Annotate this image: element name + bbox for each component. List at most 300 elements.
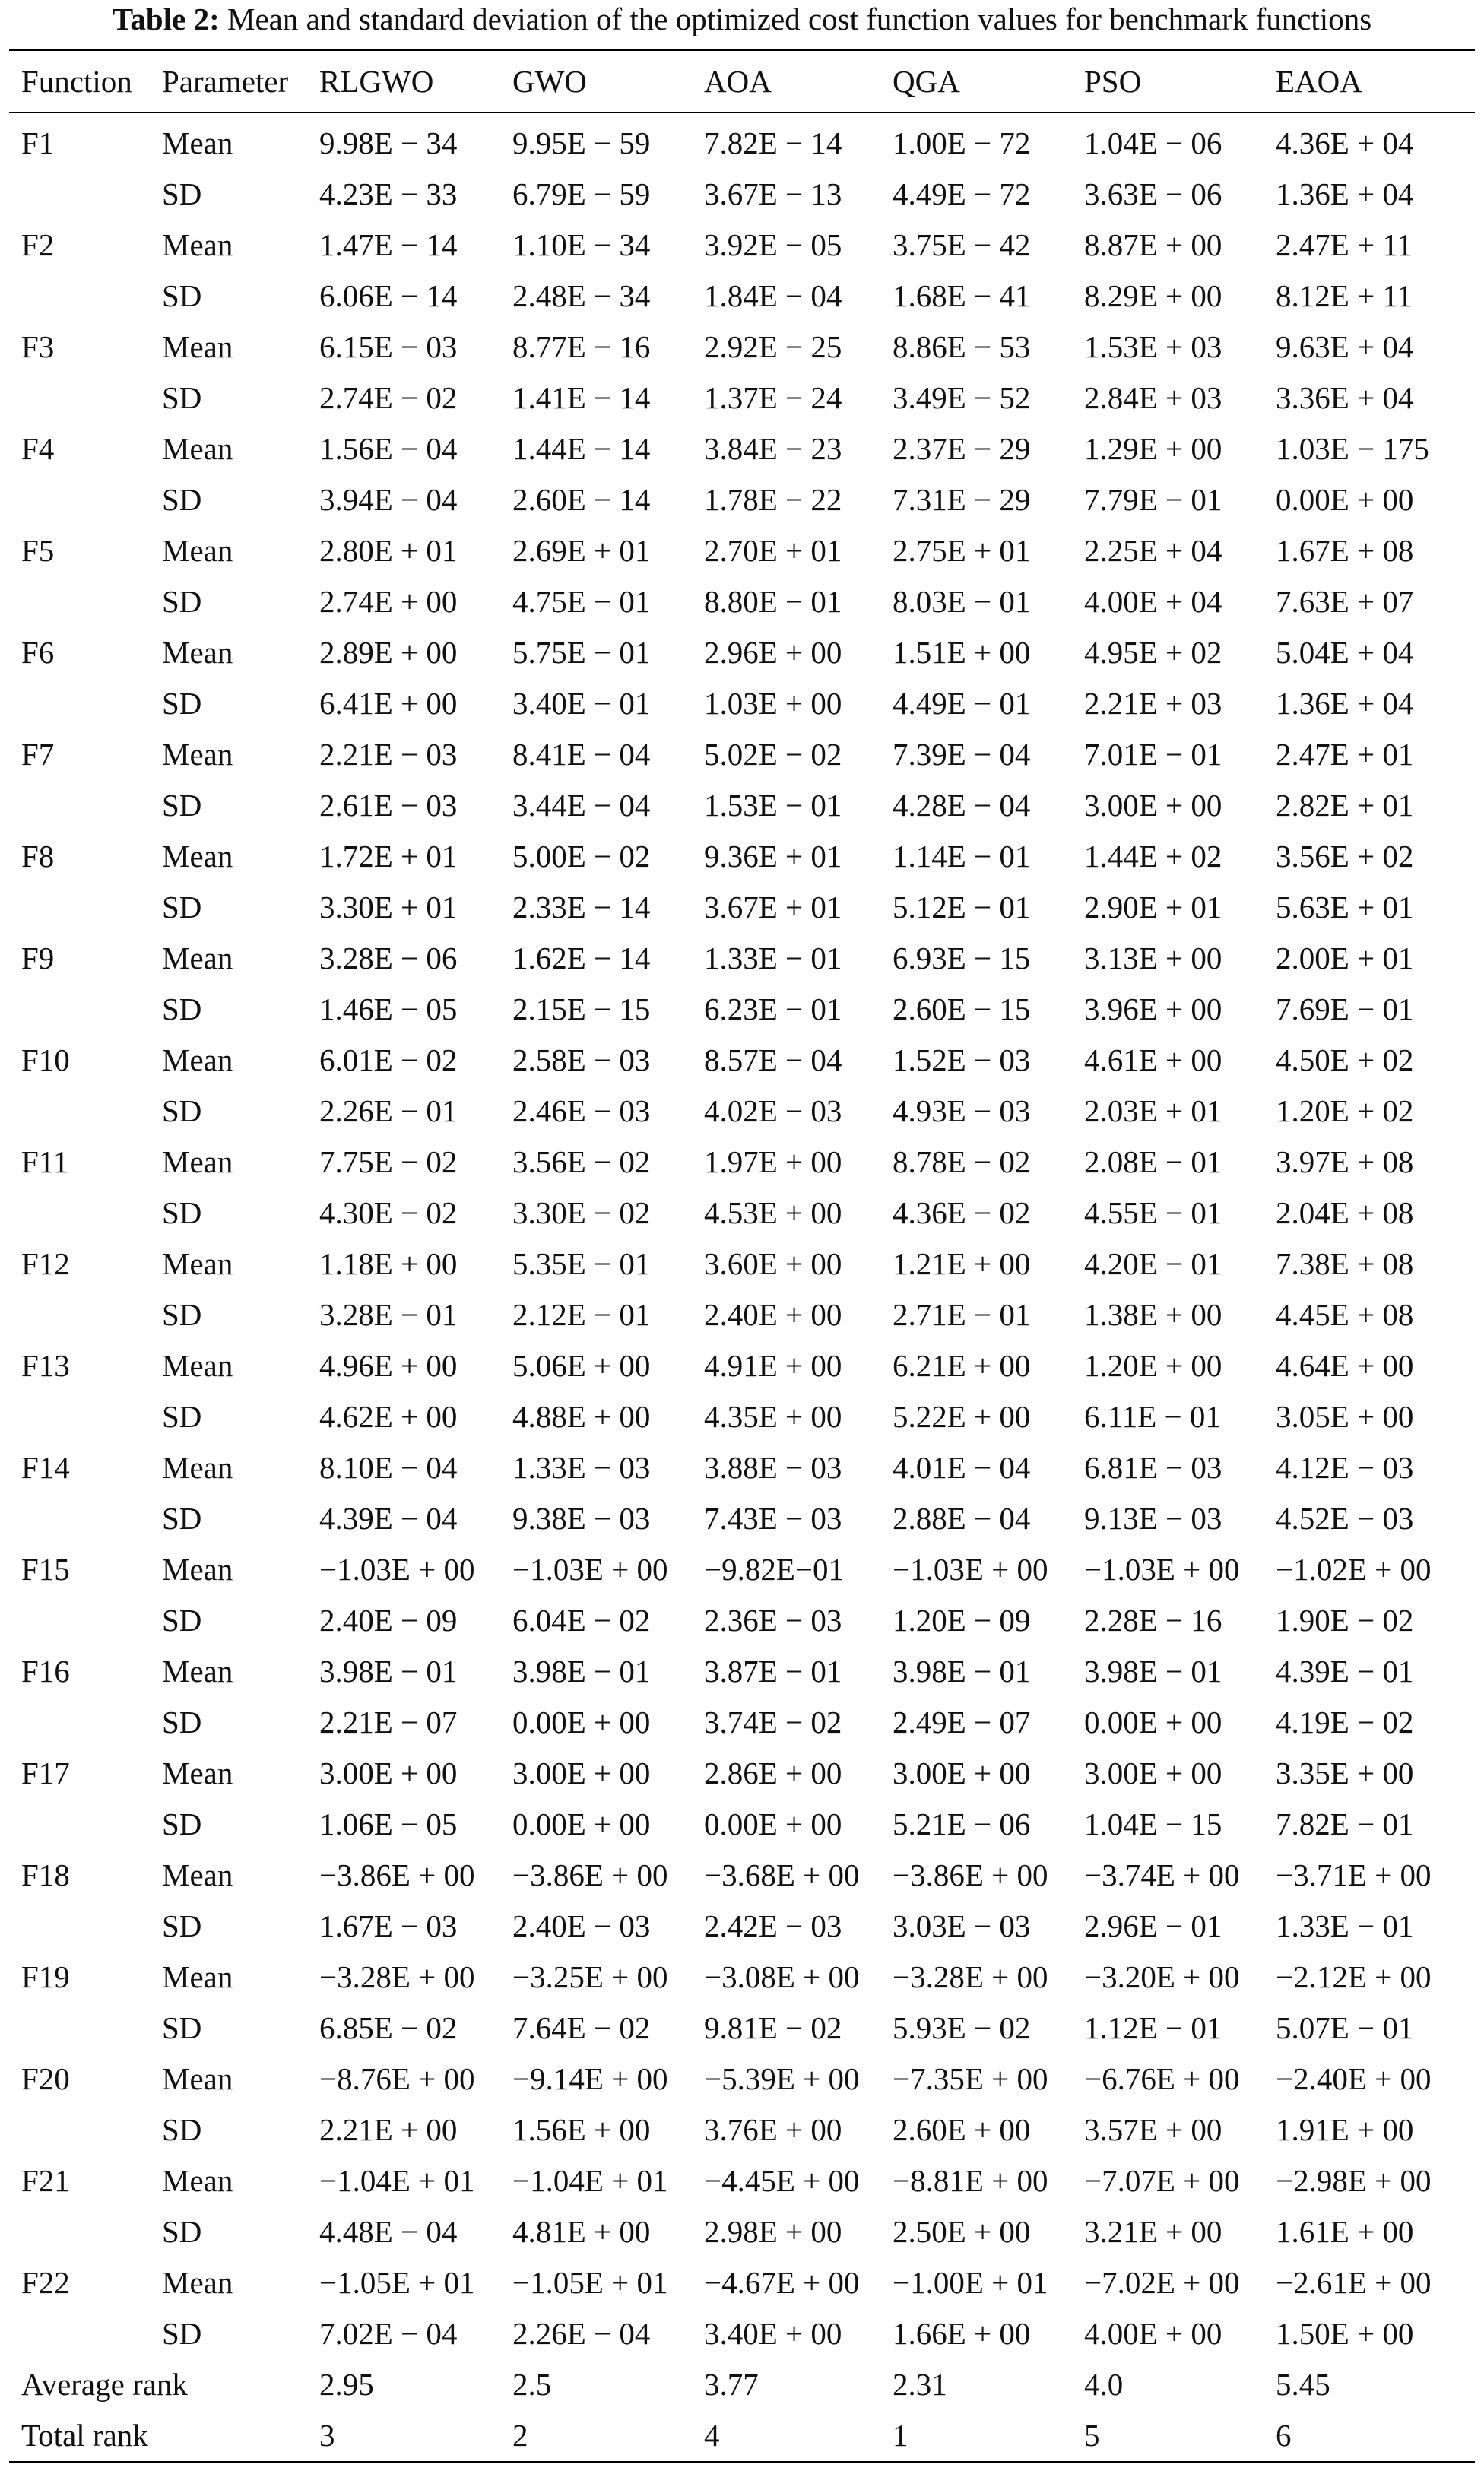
function-cell xyxy=(9,1086,150,1137)
parameter-cell: SD xyxy=(162,1501,202,1536)
value-cell: 2.70E + 01 xyxy=(704,533,842,568)
value-cell: 1.52E − 03 xyxy=(893,1042,1031,1077)
value-cell: 6.41E + 00 xyxy=(319,686,458,721)
table-row xyxy=(9,474,1475,525)
value-cell: 2.00E + 01 xyxy=(1276,941,1414,975)
parameter-cell xyxy=(150,2410,307,2463)
parameter-cell: SD xyxy=(162,1806,202,1841)
value-cell: 4.01E − 04 xyxy=(893,1450,1031,1485)
value-cell: −3.08E + 00 xyxy=(704,1959,860,1994)
value-cell: 4.52E − 03 xyxy=(1276,1501,1414,1536)
value-cell: 2.15E − 15 xyxy=(512,991,651,1026)
parameter-cell: Mean xyxy=(162,2061,233,2096)
function-cell: Total rank xyxy=(21,2418,148,2453)
value-cell: −7.07E + 00 xyxy=(1084,2163,1240,2198)
function-cell: F6 xyxy=(21,635,55,670)
value-cell: 4.50E + 02 xyxy=(1276,1042,1414,1077)
value-cell: 6.85E − 02 xyxy=(319,2010,458,2045)
value-cell: 1.33E − 01 xyxy=(1276,1908,1414,1943)
value-cell: 4.36E − 02 xyxy=(893,1195,1031,1230)
parameter-cell: Mean xyxy=(162,1959,233,1994)
function-cell: F21 xyxy=(21,2163,70,2198)
parameter-cell: Mean xyxy=(162,329,233,364)
value-cell: −3.86E + 00 xyxy=(893,1857,1048,1892)
value-cell: 2.33E − 14 xyxy=(512,890,651,925)
value-cell: 5.02E − 02 xyxy=(704,737,842,772)
value-cell: 2.61E − 03 xyxy=(319,788,458,823)
function-cell: F3 xyxy=(21,329,55,364)
header-eaoa: EAOA xyxy=(1276,64,1362,99)
table-row xyxy=(9,1239,1475,1289)
value-cell: 4.39E − 04 xyxy=(319,1501,458,1536)
table-row xyxy=(9,933,1475,984)
function-cell: F14 xyxy=(21,1450,70,1485)
value-cell: 2.21E + 00 xyxy=(319,2112,458,2147)
function-cell xyxy=(9,1595,150,1646)
value-cell: −1.02E + 00 xyxy=(1276,1552,1432,1587)
value-cell: 2.31 xyxy=(893,2367,947,2402)
parameter-cell: SD xyxy=(162,686,202,721)
function-cell: F9 xyxy=(21,941,55,975)
value-cell: 1.56E − 04 xyxy=(319,431,458,466)
value-cell: −2.12E + 00 xyxy=(1276,1959,1432,1994)
value-cell: 2.80E + 01 xyxy=(319,533,458,568)
value-cell: 4.35E + 00 xyxy=(704,1399,842,1434)
value-cell: 1.78E − 22 xyxy=(704,482,842,517)
value-cell: 3.03E − 03 xyxy=(893,1908,1031,1943)
table-row xyxy=(9,882,1475,933)
value-cell: 4.93E − 03 xyxy=(893,1093,1031,1128)
parameter-cell: SD xyxy=(162,1908,202,1943)
value-cell: 7.01E − 01 xyxy=(1084,737,1222,772)
value-cell: 2.28E − 16 xyxy=(1084,1603,1222,1638)
value-cell: 8.29E + 00 xyxy=(1084,278,1222,313)
value-cell: 5.35E − 01 xyxy=(512,1246,651,1281)
value-cell: 3.35E + 00 xyxy=(1276,1756,1414,1791)
value-cell: 8.77E − 16 xyxy=(512,329,651,364)
value-cell: −2.98E + 00 xyxy=(1276,2163,1432,2198)
value-cell: −2.61E + 00 xyxy=(1276,2265,1432,2300)
value-cell: 9.38E − 03 xyxy=(512,1501,651,1536)
value-cell: 4.95E + 02 xyxy=(1084,635,1222,670)
value-cell: 2.46E − 03 xyxy=(512,1093,651,1128)
table-body xyxy=(9,113,1475,2463)
value-cell: 3.97E + 08 xyxy=(1276,1144,1414,1179)
value-cell: 1.36E + 04 xyxy=(1276,176,1414,211)
value-cell: 7.63E + 07 xyxy=(1276,584,1414,619)
value-cell: 1.21E + 00 xyxy=(893,1246,1031,1281)
value-cell: 4.61E + 00 xyxy=(1084,1042,1222,1077)
value-cell: 2.49E − 07 xyxy=(893,1705,1031,1740)
value-cell: 2.60E − 14 xyxy=(512,482,651,517)
value-cell: 0.00E + 00 xyxy=(512,1806,651,1841)
value-cell: 5 xyxy=(1084,2418,1100,2453)
value-cell: 1.12E − 01 xyxy=(1084,2010,1222,2045)
value-cell: 2.21E + 03 xyxy=(1084,686,1222,721)
value-cell: −6.76E + 00 xyxy=(1084,2061,1240,2096)
value-cell: −5.39E + 00 xyxy=(704,2061,860,2096)
parameter-cell: Mean xyxy=(162,533,233,568)
table-row xyxy=(9,984,1475,1035)
value-cell: 2.50E + 00 xyxy=(893,2214,1031,2249)
parameter-cell: SD xyxy=(162,788,202,823)
table-row xyxy=(9,576,1475,627)
function-cell: F10 xyxy=(21,1042,70,1077)
value-cell: 2.37E − 29 xyxy=(893,431,1031,466)
value-cell: 2.89E + 00 xyxy=(319,635,458,670)
value-cell: −1.04E + 01 xyxy=(512,2163,668,2198)
value-cell: 2.40E − 03 xyxy=(512,1908,651,1943)
parameter-cell: Mean xyxy=(162,1857,233,1892)
value-cell: 5.21E − 06 xyxy=(893,1806,1031,1841)
value-cell: −9.82E−01 xyxy=(704,1552,845,1587)
value-cell: 4.48E − 04 xyxy=(319,2214,458,2249)
value-cell: 7.69E − 01 xyxy=(1276,991,1414,1026)
value-cell: 5.12E − 01 xyxy=(893,890,1031,925)
value-cell: 3.96E + 00 xyxy=(1084,991,1222,1026)
function-cell xyxy=(9,1799,150,1850)
value-cell: −3.20E + 00 xyxy=(1084,1959,1240,1994)
value-cell: 3.67E − 13 xyxy=(704,176,842,211)
value-cell: 5.06E + 00 xyxy=(512,1348,651,1383)
value-cell: 3.30E − 02 xyxy=(512,1195,651,1230)
value-cell: 2.21E − 03 xyxy=(319,737,458,772)
value-cell: 8.03E − 01 xyxy=(893,584,1031,619)
parameter-cell: Mean xyxy=(162,227,233,262)
parameter-cell: SD xyxy=(162,1399,202,1434)
value-cell: 2.47E + 11 xyxy=(1276,227,1413,262)
value-cell: 3.00E + 00 xyxy=(319,1756,458,1791)
value-cell: 2.82E + 01 xyxy=(1276,788,1414,823)
value-cell: 2.21E − 07 xyxy=(319,1705,458,1740)
value-cell: 3.98E − 01 xyxy=(512,1654,651,1689)
value-cell: −1.00E + 01 xyxy=(893,2265,1048,2300)
value-cell: 2.58E − 03 xyxy=(512,1042,651,1077)
value-cell: 1.10E − 34 xyxy=(512,227,651,262)
value-cell: 5.22E + 00 xyxy=(893,1399,1031,1434)
value-cell: 1.46E − 05 xyxy=(319,991,458,1026)
table-row xyxy=(9,1595,1475,1646)
table-caption xyxy=(0,0,1484,44)
value-cell: −1.03E + 00 xyxy=(319,1552,475,1587)
function-cell xyxy=(9,1391,150,1442)
value-cell: 4.75E − 01 xyxy=(512,584,651,619)
value-cell: 1.20E + 00 xyxy=(1084,1348,1222,1383)
value-cell: 2.26E − 01 xyxy=(319,1093,458,1128)
function-cell xyxy=(9,169,150,220)
value-cell: 3.76E + 00 xyxy=(704,2112,842,2147)
value-cell: 3.49E − 52 xyxy=(893,380,1031,415)
table-row xyxy=(9,2155,1475,2206)
value-cell: 2.86E + 00 xyxy=(704,1756,842,1791)
function-cell xyxy=(9,2003,150,2054)
parameter-cell: Mean xyxy=(162,1348,233,1383)
table-row xyxy=(9,831,1475,882)
function-cell xyxy=(9,576,150,627)
function-cell: F8 xyxy=(21,839,55,874)
value-cell: 5.45 xyxy=(1276,2367,1330,2402)
table-row xyxy=(9,1086,1475,1137)
table-row xyxy=(9,322,1475,373)
value-cell: 6.01E − 02 xyxy=(319,1042,458,1077)
value-cell: −1.03E + 00 xyxy=(893,1552,1048,1587)
value-cell: 1.53E + 03 xyxy=(1084,329,1222,364)
table-row xyxy=(9,678,1475,729)
value-cell: 3.56E − 02 xyxy=(512,1144,651,1179)
function-cell: F7 xyxy=(21,737,55,772)
value-cell: 1.37E − 24 xyxy=(704,380,842,415)
function-cell xyxy=(9,2105,150,2155)
value-cell: −8.76E + 00 xyxy=(319,2061,475,2096)
value-cell: 2.47E + 01 xyxy=(1276,737,1414,772)
value-cell: −4.67E + 00 xyxy=(704,2265,860,2300)
value-cell: 4.12E − 03 xyxy=(1276,1450,1414,1485)
table-row xyxy=(9,2359,1475,2410)
value-cell: 2.74E + 00 xyxy=(319,584,458,619)
value-cell: 9.81E − 02 xyxy=(704,2010,842,2045)
value-cell: 3.57E + 00 xyxy=(1084,2112,1222,2147)
value-cell: 1.66E + 00 xyxy=(893,2316,1031,2351)
value-cell: 0.00E + 00 xyxy=(1084,1705,1222,1740)
parameter-cell: SD xyxy=(162,1195,202,1230)
value-cell: 6.93E − 15 xyxy=(893,941,1031,975)
table-row xyxy=(9,220,1475,271)
value-cell: 1.44E + 02 xyxy=(1084,839,1222,874)
value-cell: 1.20E + 02 xyxy=(1276,1093,1414,1128)
value-cell: 1.90E − 02 xyxy=(1276,1603,1414,1638)
value-cell: 2.92E − 25 xyxy=(704,329,842,364)
function-cell: F22 xyxy=(21,2265,70,2300)
parameter-cell: Mean xyxy=(162,1246,233,1281)
parameter-cell: Mean xyxy=(162,431,233,466)
value-cell: 1.14E − 01 xyxy=(893,839,1031,874)
value-cell: 3.28E − 06 xyxy=(319,941,458,975)
function-cell xyxy=(9,2206,150,2257)
value-cell: 1.04E − 06 xyxy=(1084,125,1222,160)
table-row xyxy=(9,1901,1475,1952)
value-cell: 3.28E − 01 xyxy=(319,1297,458,1332)
value-cell: 3.94E − 04 xyxy=(319,482,458,517)
value-cell: −3.28E + 00 xyxy=(319,1959,475,1994)
value-cell: 2.98E + 00 xyxy=(704,2214,842,2249)
value-cell: 1.36E + 04 xyxy=(1276,686,1414,721)
table-row xyxy=(9,1544,1475,1595)
function-cell xyxy=(9,1493,150,1544)
value-cell: −1.03E + 00 xyxy=(1084,1552,1240,1587)
table-row xyxy=(9,1646,1475,1697)
parameter-cell: SD xyxy=(162,991,202,1026)
value-cell: 1.97E + 00 xyxy=(704,1144,842,1179)
function-cell xyxy=(9,1901,150,1952)
value-cell: 4.45E + 08 xyxy=(1276,1297,1414,1332)
value-cell: 5.04E + 04 xyxy=(1276,635,1414,670)
parameter-cell: SD xyxy=(162,1093,202,1128)
value-cell: 1.53E − 01 xyxy=(704,788,842,823)
value-cell: 6.11E − 01 xyxy=(1084,1399,1221,1434)
value-cell: −3.68E + 00 xyxy=(704,1857,860,1892)
value-cell: 2.95 xyxy=(319,2367,374,2402)
value-cell: 2.36E − 03 xyxy=(704,1603,842,1638)
value-cell: 7.82E − 01 xyxy=(1276,1806,1414,1841)
value-cell: 3.67E + 01 xyxy=(704,890,842,925)
value-cell: 6.06E − 14 xyxy=(319,278,458,313)
value-cell: −7.02E + 00 xyxy=(1084,2265,1240,2300)
table-row xyxy=(9,1188,1475,1239)
value-cell: 8.87E + 00 xyxy=(1084,227,1222,262)
value-cell: 5.63E + 01 xyxy=(1276,890,1414,925)
value-cell: 3.00E + 00 xyxy=(1084,788,1222,823)
value-cell: 9.13E − 03 xyxy=(1084,1501,1222,1536)
value-cell: 3.84E − 23 xyxy=(704,431,842,466)
value-cell: 4.49E − 01 xyxy=(893,686,1031,721)
value-cell: 1.67E − 03 xyxy=(319,1908,458,1943)
value-cell: 6.23E − 01 xyxy=(704,991,842,1026)
value-cell: 2.48E − 34 xyxy=(512,278,651,313)
value-cell: 1.20E − 09 xyxy=(893,1603,1031,1638)
table-row xyxy=(9,373,1475,423)
parameter-cell: SD xyxy=(162,278,202,313)
parameter-cell: Mean xyxy=(162,737,233,772)
function-cell: F15 xyxy=(21,1552,70,1587)
value-cell: 2.5 xyxy=(512,2367,552,2402)
function-cell: F17 xyxy=(21,1756,70,1791)
value-cell: 7.02E − 04 xyxy=(319,2316,458,2351)
value-cell: 4.91E + 00 xyxy=(704,1348,842,1383)
value-cell: 3.40E − 01 xyxy=(512,686,651,721)
function-cell xyxy=(9,1289,150,1340)
parameter-cell: Mean xyxy=(162,941,233,975)
value-cell: 2.40E + 00 xyxy=(704,1297,842,1332)
parameter-cell: SD xyxy=(162,2010,202,2045)
value-cell: 8.41E − 04 xyxy=(512,737,651,772)
value-cell: 1.67E + 08 xyxy=(1276,533,1414,568)
value-cell: 1.47E − 14 xyxy=(319,227,458,262)
table-row xyxy=(9,1748,1475,1799)
function-cell xyxy=(9,1697,150,1748)
value-cell: 3.60E + 00 xyxy=(704,1246,842,1281)
value-cell: 1.03E + 00 xyxy=(704,686,842,721)
value-cell: 3.56E + 02 xyxy=(1276,839,1414,874)
value-cell: 0.00E + 00 xyxy=(1276,482,1414,517)
results-table xyxy=(9,49,1475,2463)
function-cell: F4 xyxy=(21,431,55,466)
value-cell: 2.84E + 03 xyxy=(1084,380,1222,415)
value-cell: 3.77 xyxy=(704,2367,759,2402)
value-cell: 3.00E + 00 xyxy=(1084,1756,1222,1791)
table-row xyxy=(9,1697,1475,1748)
table-row xyxy=(9,627,1475,678)
value-cell: 6.81E − 03 xyxy=(1084,1450,1222,1485)
value-cell: 3.74E − 02 xyxy=(704,1705,842,1740)
value-cell: 4.19E − 02 xyxy=(1276,1705,1414,1740)
parameter-cell: Mean xyxy=(162,1042,233,1077)
value-cell: 3.44E − 04 xyxy=(512,788,651,823)
value-cell: 1.91E + 00 xyxy=(1276,2112,1414,2147)
value-cell: 6.04E − 02 xyxy=(512,1603,651,1638)
function-cell xyxy=(9,2308,150,2359)
value-cell: 8.57E − 04 xyxy=(704,1042,842,1077)
parameter-cell: SD xyxy=(162,1705,202,1740)
value-cell: 6.79E − 59 xyxy=(512,176,651,211)
table-row xyxy=(9,2410,1475,2463)
parameter-cell: SD xyxy=(162,584,202,619)
function-cell: F19 xyxy=(21,1959,70,1994)
caption-label: Table 2: xyxy=(112,2,220,36)
value-cell: −3.86E + 00 xyxy=(319,1857,475,1892)
table-row xyxy=(9,780,1475,831)
value-cell: 3.40E + 00 xyxy=(704,2316,842,2351)
parameter-cell: SD xyxy=(162,380,202,415)
table-row xyxy=(9,525,1475,576)
value-cell: −9.14E + 00 xyxy=(512,2061,668,2096)
value-cell: 3.87E − 01 xyxy=(704,1654,842,1689)
parameter-cell: Mean xyxy=(162,2163,233,2198)
value-cell: 1.56E + 00 xyxy=(512,2112,651,2147)
function-cell xyxy=(9,474,150,525)
header-parameter: Parameter xyxy=(162,64,289,99)
value-cell: 3.75E − 42 xyxy=(893,227,1031,262)
value-cell: 7.43E − 03 xyxy=(704,1501,842,1536)
value-cell: 1.00E − 72 xyxy=(893,125,1031,160)
value-cell: 8.86E − 53 xyxy=(893,329,1031,364)
function-cell xyxy=(9,984,150,1035)
value-cell: 1.68E − 41 xyxy=(893,278,1031,313)
value-cell: 2.03E + 01 xyxy=(1084,1093,1222,1128)
value-cell: 3.30E + 01 xyxy=(319,890,458,925)
value-cell: 2.74E − 02 xyxy=(319,380,458,415)
value-cell: 1.33E − 03 xyxy=(512,1450,651,1485)
value-cell: 2.60E − 15 xyxy=(893,991,1031,1026)
value-cell: 3.98E − 01 xyxy=(893,1654,1031,1689)
value-cell: 3.13E + 00 xyxy=(1084,941,1222,975)
value-cell: 1.41E − 14 xyxy=(512,380,651,415)
value-cell: 3.63E − 06 xyxy=(1084,176,1222,211)
value-cell: 2.08E − 01 xyxy=(1084,1144,1222,1179)
value-cell: 5.00E − 02 xyxy=(512,839,651,874)
value-cell: 2 xyxy=(512,2418,528,2453)
header-function: Function xyxy=(21,64,132,99)
parameter-cell: Mean xyxy=(162,1450,233,1485)
header-qga: QGA xyxy=(893,64,960,99)
parameter-cell: SD xyxy=(162,2112,202,2147)
value-cell: 1.29E + 00 xyxy=(1084,431,1222,466)
value-cell: 4.23E − 33 xyxy=(319,176,458,211)
value-cell: 4.39E − 01 xyxy=(1276,1654,1414,1689)
value-cell: 3.98E − 01 xyxy=(319,1654,458,1689)
table-row xyxy=(9,1035,1475,1086)
function-cell xyxy=(9,271,150,322)
value-cell: 1.06E − 05 xyxy=(319,1806,458,1841)
function-cell xyxy=(9,678,150,729)
table-row xyxy=(9,2206,1475,2257)
function-cell: F13 xyxy=(21,1348,70,1383)
value-cell: 6.21E + 00 xyxy=(893,1348,1031,1383)
value-cell: 4.64E + 00 xyxy=(1276,1348,1414,1383)
value-cell: 2.26E − 04 xyxy=(512,2316,651,2351)
value-cell: 2.69E + 01 xyxy=(512,533,651,568)
value-cell: 3.05E + 00 xyxy=(1276,1399,1414,1434)
table-row xyxy=(9,423,1475,474)
value-cell: −3.74E + 00 xyxy=(1084,1857,1240,1892)
value-cell: 5.75E − 01 xyxy=(512,635,651,670)
value-cell: 4.02E − 03 xyxy=(704,1093,842,1128)
value-cell: 1.50E + 00 xyxy=(1276,2316,1414,2351)
value-cell: 3.21E + 00 xyxy=(1084,2214,1222,2249)
value-cell: −3.28E + 00 xyxy=(893,1959,1048,1994)
value-cell: 1 xyxy=(893,2418,908,2453)
parameter-cell: Mean xyxy=(162,1756,233,1791)
function-cell xyxy=(9,1188,150,1239)
